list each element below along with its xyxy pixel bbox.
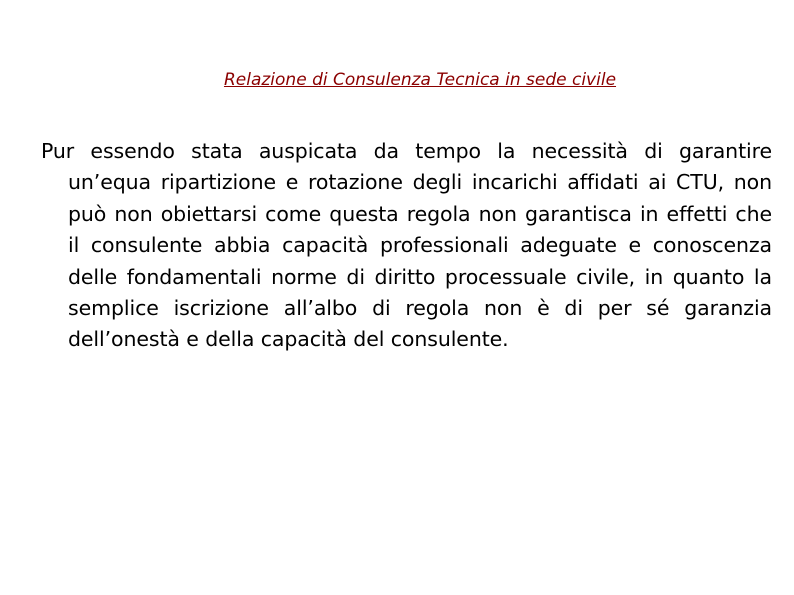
body-paragraph: Pur essendo stata auspicata da tempo la necessità di garantire un’equa ripartizione e rotazione degli incarichi affidati ai CTU, non può non obiettarsi come questa regola non garantisca in effetti che il consulente abbia capacità professionali adeguate e conoscenza delle fondamentali norme di diritto processuale civile, in quanto la semplice iscrizione all’albo di regola non è di per sé garanzia dell’onestà e della capacità del consulente. <box>41 139 772 352</box>
slide-title: Relazione di Consulenza Tecnica in sede civile <box>223 70 617 90</box>
